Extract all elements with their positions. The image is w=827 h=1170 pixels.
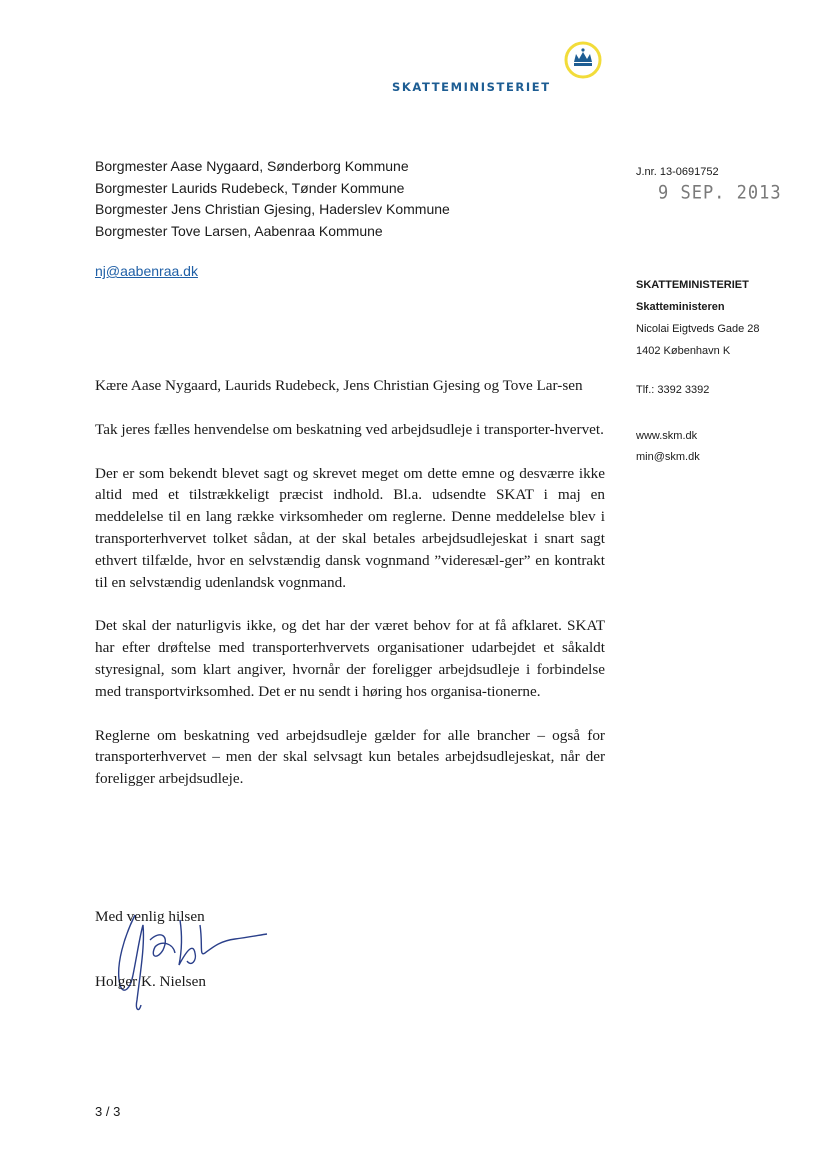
paragraph: Det skal der naturligvis ikke, og det har der været behov for at få afklaret. SKAT har efter drøftelse med transporterhvervets organisationer udarbejdet et såkaldt styresignal, som klart angiver, hvornår der foreligger arbejdsudleje i forbindelse med transportvirksomhed. Det er nu sendt i høring hos organisa-tionerne. xyxy=(95,617,605,700)
crown-logo-icon xyxy=(563,40,603,80)
contact-email-link[interactable]: min@skm.dk xyxy=(636,451,700,463)
recipient-list xyxy=(95,156,595,242)
recipient-line: Borgmester Tove Larsen, Aabenraa Kommune xyxy=(95,222,383,239)
paragraph: Der er som bekendt blevet sagt og skrevet meget om dette emne og desværre ikke altid med et tilstrækkeligt præcist indhold. Bl.a. udsendte SKAT i maj en meddelelse til en lang række virksomheder om reglerne. Denne meddelelse blev i transporterhvervet tolket sådan, at der skal betales arbejdsudlejeskat i snart sagt ethvert tilfælde, hvor en selvstændig dansk vognmand ”videresæl-ger” en kontrakt til en selvstændig udenlandsk vognmand. xyxy=(95,464,605,591)
sender-org: SKATTEMINISTERIET xyxy=(636,279,749,291)
sender-city: 1402 København K xyxy=(636,345,731,357)
sender-street: Nicolai Eigtveds Gade 28 xyxy=(636,323,760,335)
closing: Med venlig hilsen xyxy=(95,908,205,925)
ministry-logo-text: SKATTEMINISTERIET xyxy=(392,80,551,94)
recipient-line: Borgmester Laurids Rudebeck, Tønder Kommune xyxy=(95,179,405,196)
website-link[interactable]: www.skm.dk xyxy=(636,430,698,442)
salutation: Kære Aase Nygaard, Laurids Rudebeck, Jens Christian Gjesing og Tove Lar-sen xyxy=(95,377,583,394)
sender-phone: Tlf.: 3392 3392 xyxy=(636,384,710,396)
journal-number: J.nr. 13-0691752 xyxy=(636,166,719,178)
letter-body xyxy=(95,375,605,812)
paragraph: Tak jeres fælles henvendelse om beskatning ved arbejdsudleje i transporter-hvervet. xyxy=(95,420,604,438)
email-link[interactable]: nj@aabenraa.dk xyxy=(95,263,198,279)
signer-name: Holger K. Nielsen xyxy=(95,973,206,990)
page-number: 3 / 3 xyxy=(95,1104,121,1119)
recipient-line: Borgmester Jens Christian Gjesing, Haderslev Kommune xyxy=(95,201,450,217)
sender-department: Skatteministeren xyxy=(636,301,725,313)
recipient-line: Borgmester Aase Nygaard, Sønderborg Kommune xyxy=(95,158,409,174)
date-stamp: 9 SEP. 2013 xyxy=(658,182,782,204)
paragraph: Reglerne om beskatning ved arbejdsudleje gælder for alle brancher – også for transporterhvervet – men der skal selvsagt kun betales arbejdsudlejeskat, når der foreligger arbejdsudleje. xyxy=(95,726,605,788)
sender-web xyxy=(636,426,816,468)
handwritten-signature xyxy=(95,895,275,1015)
sender-address xyxy=(636,274,816,362)
